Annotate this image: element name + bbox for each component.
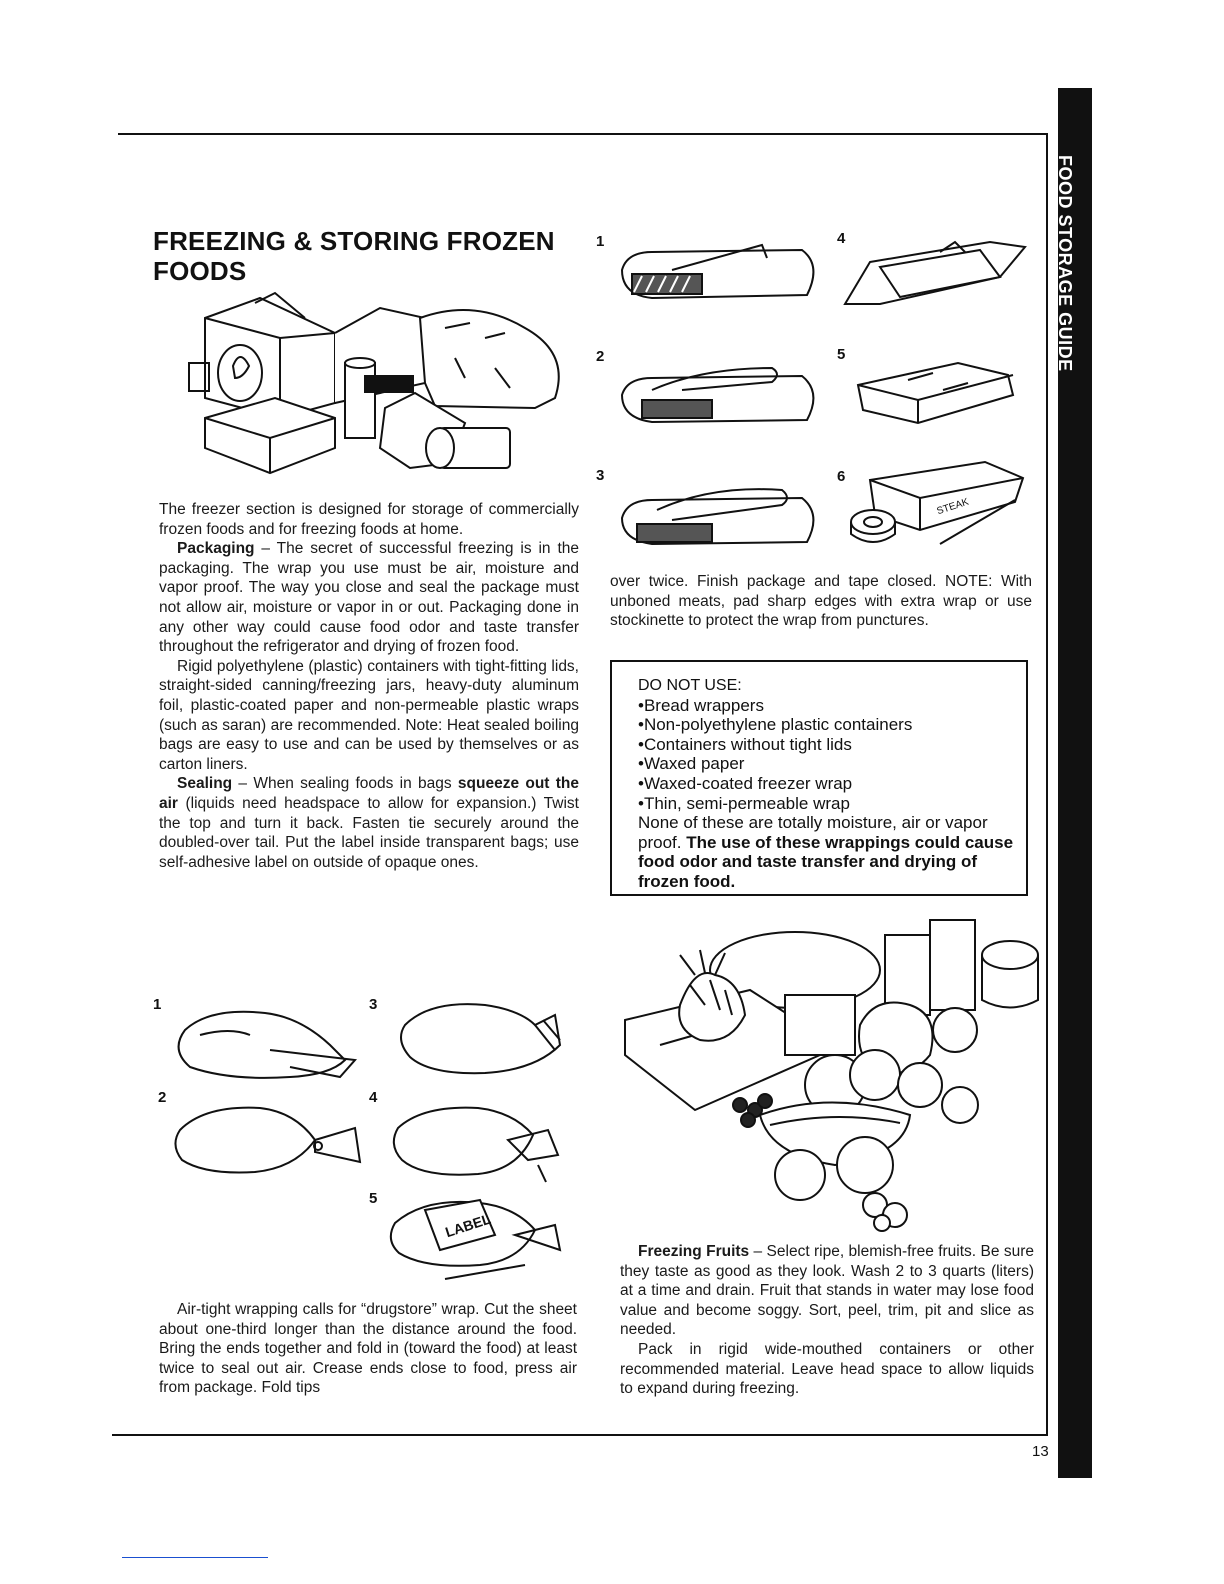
do-not-use-list bbox=[638, 696, 1014, 814]
packaging-paragraph bbox=[159, 539, 579, 657]
wrap-step-3-illustration bbox=[612, 480, 827, 548]
bag-step-3-illustration bbox=[395, 995, 570, 1080]
wrap-step-5-illustration bbox=[848, 355, 1018, 427]
bag-step-1-illustration bbox=[170, 1005, 370, 1085]
bag-step-4-illustration bbox=[388, 1100, 568, 1185]
bag-step-label: 3 bbox=[369, 996, 378, 1013]
bag-step-5-illustration bbox=[385, 1195, 570, 1285]
bag-step-label: 5 bbox=[369, 1190, 378, 1207]
sealing-text-b: (liquids need headspace to allow for expansion.) Twist the top and turn it back. Fasten tie securely around the doubled-over tail. Put the label inside transparent bags; use self-adhesive label on outside of opaque ones. bbox=[159, 794, 579, 871]
freezing-fruits-paragraph-2: Pack in rigid wide-mouthed containers or other recommended material. Leave head space to allow liquids to expand during freezing. bbox=[620, 1340, 1034, 1398]
sealing-paragraph bbox=[159, 774, 579, 872]
bag-step-2-illustration bbox=[170, 1100, 370, 1180]
freezing-fruits-paragraph bbox=[620, 1242, 1034, 1340]
wrap-step-label: 1 bbox=[596, 233, 605, 250]
do-not-use-item: • Bread wrappers bbox=[638, 696, 1014, 716]
do-not-use-note bbox=[638, 813, 1014, 891]
continuation-paragraph: over twice. Finish package and tape closed. NOTE: With unboned meats, pad sharp edges with extra wrap or use stockinette to protect the wrap from punctures. bbox=[610, 573, 1032, 630]
wrap-step-label: 5 bbox=[837, 346, 846, 363]
bag-step-label: 4 bbox=[369, 1089, 378, 1106]
wrap-step-label: 6 bbox=[837, 468, 846, 485]
intro-paragraph: The freezer section is designed for storage of commercially frozen foods and for freezing foods at home. bbox=[159, 501, 579, 538]
fruits-illustration bbox=[620, 915, 1040, 1230]
freezer-packages-illustration bbox=[185, 288, 575, 493]
do-not-use-item: • Waxed paper bbox=[638, 754, 1014, 774]
bag-label-text: LABEL bbox=[443, 1210, 493, 1241]
freezing-fruits-section bbox=[620, 1242, 1034, 1399]
intro-section bbox=[159, 500, 579, 872]
do-not-use-item: • Waxed-coated freezer wrap bbox=[638, 774, 1014, 794]
sealing-heading: Sealing bbox=[177, 775, 233, 793]
page-number: 13 bbox=[1032, 1443, 1049, 1460]
freezing-fruits-heading: Freezing Fruits bbox=[638, 1243, 750, 1260]
do-not-use-item: • Thin, semi-permeable wrap bbox=[638, 794, 1014, 814]
continuation-section bbox=[610, 572, 1032, 631]
wrap-step-2-illustration bbox=[612, 360, 827, 428]
bag-step-label: 1 bbox=[153, 996, 162, 1013]
do-not-use-warning: The use of these wrappings could cause food odor and taste transfer and drying of frozen food. bbox=[638, 832, 1014, 891]
do-not-use-item: • Non-polyethylene plastic containers bbox=[638, 715, 1014, 735]
do-not-use-item: • Containers without tight lids bbox=[638, 735, 1014, 755]
sealing-text-a: – When sealing foods in bags bbox=[232, 775, 458, 793]
page-title: FREEZING & STORING FROZEN FOODS bbox=[153, 226, 555, 286]
right-rule bbox=[1046, 133, 1048, 1436]
wrap-step-label: 4 bbox=[837, 230, 846, 247]
bottom-rule bbox=[112, 1434, 1048, 1436]
wrap-step-4-illustration bbox=[840, 232, 1035, 312]
packaging-text: – The secret of successful freezing is in the packaging. The wrap you use must be air, moisture and vapor proof. The way you close and seal the package must not allow air, moisture or vapor in or out. Packaging done in any other way could cause food odor and taste transfer throughout the refrigerator and drying of frozen food. bbox=[159, 540, 579, 656]
wrap-step-6-illustration bbox=[845, 460, 1035, 560]
do-not-use-box bbox=[610, 660, 1028, 896]
freezing-fruits-text: – Select ripe, blemish-free fruits. Be sure they taste as good as they look. Wash 2 to 3 quarts (liters) at a time and drain. Fruit that stands in water may lose food value and become soggy. Sort, peel, trim, pit and slice as needed. bbox=[620, 1243, 1034, 1339]
do-not-use-heading: DO NOT USE: bbox=[638, 677, 742, 694]
airtight-paragraph: Air-tight wrapping calls for “drugstore” wrap. Cut the sheet about one-third longer than the distance around the food. Bring the ends together and fold in (toward the food) at least twice to seal out air. Crease ends close to food, press air from package. Fold tips bbox=[159, 1301, 577, 1397]
steak-label: STEAK bbox=[935, 496, 971, 518]
side-tab-label: FOOD STORAGE GUIDE bbox=[1055, 155, 1075, 372]
footer-link-underline bbox=[122, 1557, 268, 1558]
wrap-step-label: 3 bbox=[596, 467, 605, 484]
containers-paragraph: Rigid polyethylene (plastic) containers with tight-fitting lids, straight-sided canning/freezing jars, heavy-duty aluminum foil, plastic-coated paper and non-permeable plastic wraps (such as saran) are recommended. Note: Heat sealed boiling bags are easy to use and can be used by themselves or as carton liners. bbox=[159, 657, 579, 773]
sealing-emphasis: squeeze out the air bbox=[159, 775, 579, 812]
do-not-use-note-text: None of these are totally moisture, air or vapor proof. bbox=[638, 813, 988, 852]
wrap-step-1-illustration bbox=[612, 240, 827, 305]
top-rule bbox=[118, 133, 1048, 135]
airtight-section bbox=[159, 1300, 577, 1398]
bag-step-label: 2 bbox=[158, 1089, 167, 1106]
wrap-step-label: 2 bbox=[596, 348, 605, 365]
packaging-heading: Packaging bbox=[177, 540, 255, 558]
